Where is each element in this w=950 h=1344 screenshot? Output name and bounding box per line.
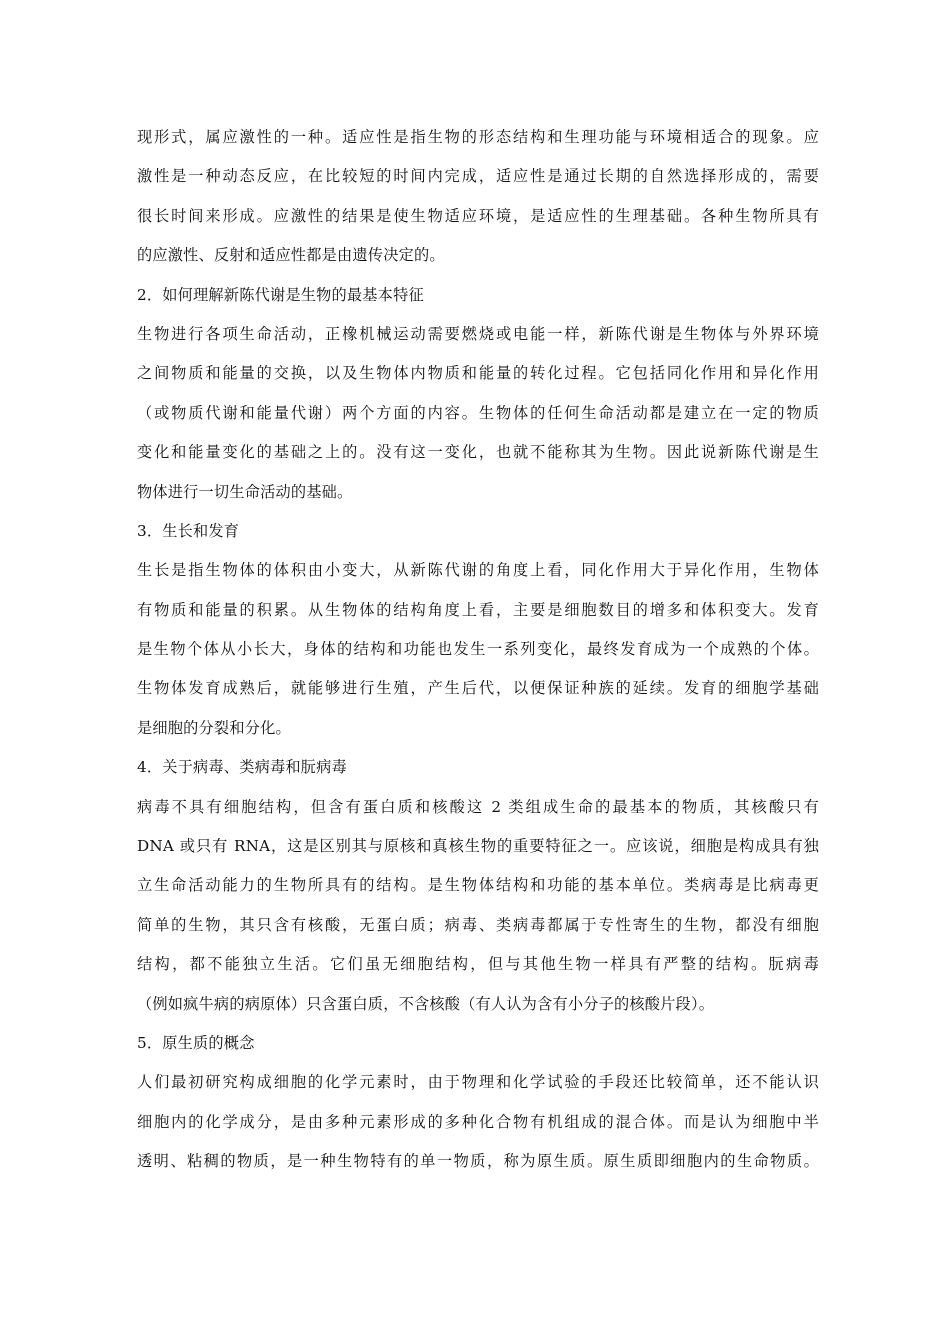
paragraph-growth [137, 551, 819, 748]
heading-text: 4．关于病毒、类病毒和朊病毒 [137, 758, 347, 777]
paragraph-virus [137, 788, 819, 1024]
text-line: 生物体发育成熟后，就能够进行生殖，产生后代，以便保证种族的延续。发育的细胞学基础 [137, 679, 819, 698]
text-line: 透明、粘稠的物质，是一种生物特有的单一物质，称为原生质。原生质即细胞内的生命物质。 [137, 1152, 819, 1171]
section-heading-5 [137, 1024, 819, 1063]
heading-text: 3．生长和发育 [137, 521, 240, 540]
text-line: 细胞内的化学成分，是由多种元素形成的多种化合物有机组成的混合体。而是认为细胞中半 [137, 1112, 819, 1131]
text-line: 人们最初研究构成细胞的化学元素时，由于物理和化学试验的手段还比较简单，还不能认识 [137, 1073, 819, 1092]
text-line: 很长时间来形成。应激性的结果是使生物适应环境，是适应性的生理基础。各种生物所具有 [137, 206, 819, 225]
text-line: 生长是指生物体的体积由小变大，从新陈代谢的角度上看，同化作用大于异化作用，生物体 [137, 561, 819, 580]
heading-text: 5．原生质的概念 [137, 1033, 255, 1052]
text-line: 结构，都不能独立生活。它们虽无细胞结构，但与其他生物一样具有严整的结构。朊病毒 [137, 955, 819, 974]
text-line: DNA 或只有 RNA，这是区别其与原核和真核生物的重要特征之一。应该说，细胞是构成具有独 [137, 837, 819, 856]
text-line: 之间物质和能量的交换，以及生物体内物质和能量的转化过程。它包括同化作用和异化作用 [137, 364, 819, 383]
text-line: 病毒不具有细胞结构，但含有蛋白质和核酸这 2 类组成生命的最基本的物质，其核酸只有 [137, 797, 819, 816]
section-heading-3 [137, 512, 819, 551]
text-line: 物体进行一切生命活动的基础。 [137, 482, 353, 501]
section-heading-2 [137, 276, 819, 315]
text-line: 是生物个体从小长大，身体的结构和功能也发生一系列变化，最终发育成为一个成熟的个体。 [137, 640, 819, 659]
text-line: 是细胞的分裂和分化。 [137, 718, 291, 737]
heading-text: 2．如何理解新陈代谢是生物的最基本特征 [137, 285, 424, 304]
text-line: 现形式，属应激性的一种。适应性是指生物的形态结构和生理功能与环境相适合的现象。应 [137, 128, 819, 146]
text-line: 立生命活动能力的生物所具有的结构。是生物体结构和功能的基本单位。类病毒是比病毒更 [137, 876, 819, 895]
text-line: 简单的生物，其只含有核酸，无蛋白质；病毒、类病毒都属于专性寄生的生物，都没有细胞 [137, 915, 819, 934]
paragraph-metabolism [137, 315, 819, 512]
text-line: 激性是一种动态反应，在比较短的时间内完成，适应性是通过长期的自然选择形成的，需要 [137, 167, 819, 186]
document-body [137, 118, 819, 1182]
text-line: 变化和能量变化的基础之上的。没有这一变化，也就不能称其为生物。因此说新陈代谢是生 [137, 443, 819, 462]
text-line: 有物质和能量的积累。从生物体的结构角度上看，主要是细胞数目的增多和体积变大。发育 [137, 600, 819, 619]
paragraph-adaptation [137, 118, 819, 276]
text-line: 的应激性、反射和适应性都是由遗传决定的。 [137, 246, 445, 265]
section-heading-4 [137, 748, 819, 787]
paragraph-protoplasm [137, 1063, 819, 1181]
text-line: （例如疯牛病的病原体）只含蛋白质，不含核酸（有人认为含有小分子的核酸片段）。 [137, 994, 715, 1013]
text-line: （或物质代谢和能量代谢）两个方面的内容。生物体的任何生命活动都是建立在一定的物质 [137, 403, 819, 422]
text-line: 生物进行各项生命活动，正橡机械运动需要燃烧或电能一样，新陈代谢是生物体与外界环境 [137, 324, 819, 343]
